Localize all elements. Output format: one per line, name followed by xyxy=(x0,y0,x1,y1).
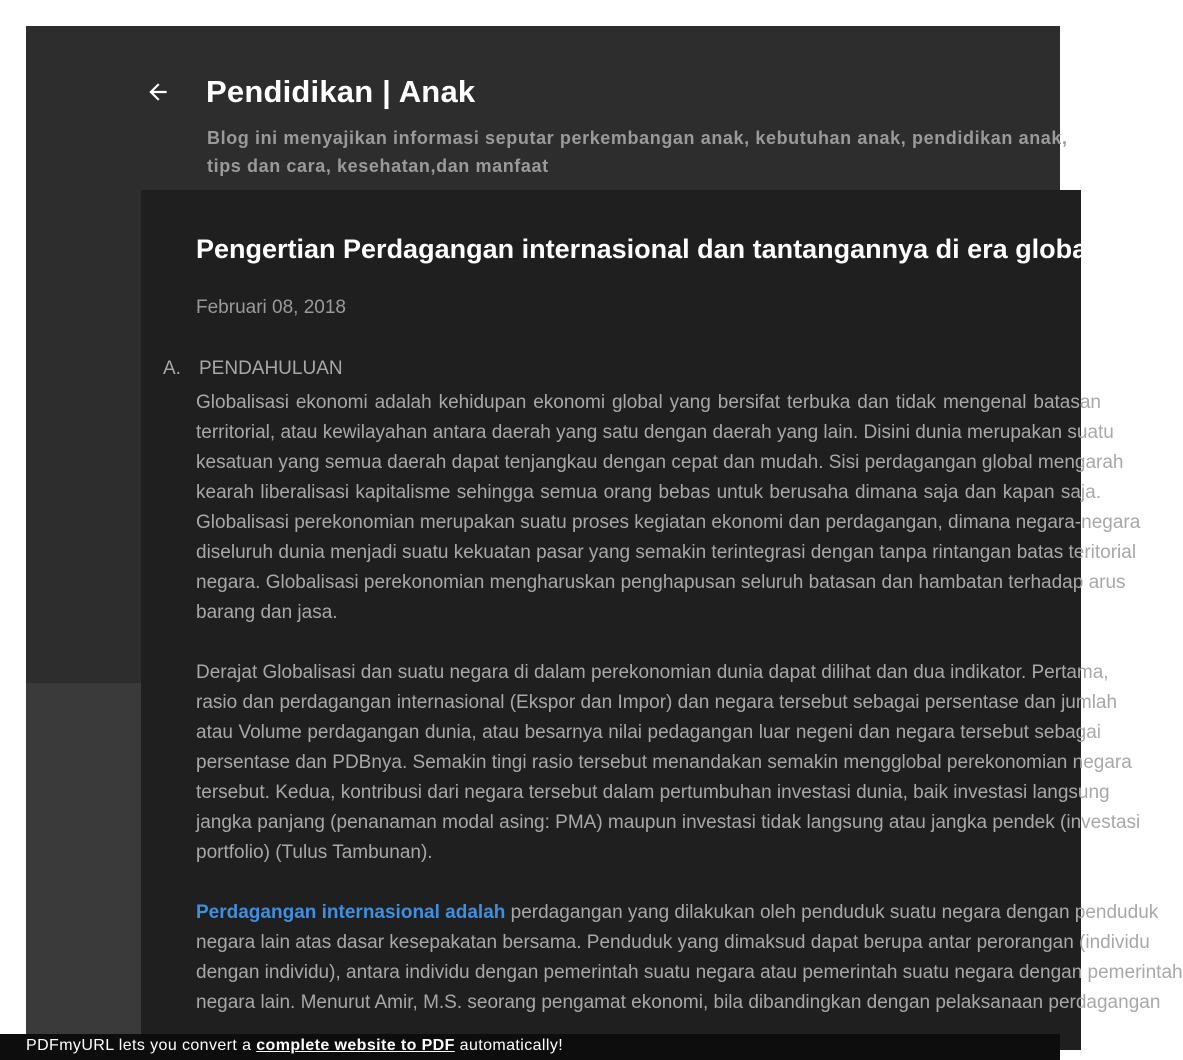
section-number: A. xyxy=(163,358,181,379)
paragraph-line: territorial, atau kewilayahan antara daerah yang satu dengan daerah yang lain. Disini dunia merupakan suatu xyxy=(196,422,1114,443)
paragraph-line: dengan individu), antara individu dengan pemerintah suatu negara atau pemerintah suatu negara dengan pemerintah xyxy=(196,962,1183,983)
blog-description-line: tips dan cara, kesehatan,dan manfaat xyxy=(207,156,549,176)
paragraph-line: Globalisasi ekonomi adalah kehidupan ekonomi global yang bersifat terbuka dan tidak mengenal batasan xyxy=(196,392,1101,413)
blog-description xyxy=(207,124,1087,180)
paragraph-line: Derajat Globalisasi dan suatu negara di dalam perekonomian dunia dapat dilihat dan dua indikator. Pertama, xyxy=(196,662,1109,683)
blog-description-line: Blog ini menyajikan informasi seputar perkembangan anak, kebutuhan anak, pendidikan anak, xyxy=(207,128,1068,148)
post-title: Pengertian Perdagangan internasional dan tantangannya di era globalisasi xyxy=(196,234,1155,264)
paragraph-2 xyxy=(196,658,1141,868)
paragraph-1 xyxy=(196,388,1141,628)
paragraph-line xyxy=(196,898,1159,928)
section-title: PENDAHULUAN xyxy=(199,358,343,379)
paragraph-line: kesatuan yang semua daerah dapat tenjangkau dengan cepat dan mudah. Sisi perdagangan global mengarah xyxy=(196,452,1124,473)
paragraph-line: diseluruh dunia menjadi suatu kekuatan pasar yang semakin terintegrasi dengan tanpa rintangan batas teritorial xyxy=(196,542,1137,563)
pdfmyurl-footer xyxy=(0,1034,1060,1060)
post-date[interactable]: Februari 08, 2018 xyxy=(196,297,346,318)
paragraph-line: negara lain. Menurut Amir, M.S. seorang pengamat ekonomi, bila dibandingkan dengan pelaksanaan perdagangan xyxy=(196,992,1161,1013)
post-card xyxy=(141,190,1183,1050)
paragraph-3 xyxy=(196,898,1183,1018)
section-heading xyxy=(163,358,343,380)
paragraph-line: portfolio) (Tulus Tambunan). xyxy=(196,842,433,863)
paragraph-line: persentase dan PDBnya. Semakin tingi rasio tersebut menandakan semakin mengglobal perekonomian negara xyxy=(196,752,1132,773)
footer-link[interactable]: complete website to PDF xyxy=(256,1037,455,1054)
blog-title[interactable]: Pendidikan | Anak xyxy=(206,74,476,109)
paragraph-line: negara. Globalisasi perekonomian mengharuskan penghapusan seluruh batasan dan hambatan terhadap arus xyxy=(196,572,1126,593)
paragraph-line: rasio dan perdagangan internasional (Ekspor dan Impor) dan negara tersebut sebagai persentase dan jumlah xyxy=(196,692,1118,713)
footer-suffix: automatically! xyxy=(454,1037,564,1054)
blog-page xyxy=(26,26,1183,1034)
arrow-back-icon xyxy=(145,79,171,105)
paragraph-line: jangka panjang (penanaman modal asing: PMA) maupun investasi tidak langsung atau jangka pendek (investasi xyxy=(196,812,1141,833)
paragraph-line: barang dan jasa. xyxy=(196,602,338,623)
definition-link[interactable]: Perdagangan internasional adalah xyxy=(196,902,506,923)
paragraph-line: negara lain atas dasar kesepakatan bersama. Penduduk yang dimaksud dapat berupa antar perorangan (individu xyxy=(196,932,1150,953)
paragraph-line: kearah liberalisasi kapitalisme sehingga semua orang bebas untuk berusaha dimana saja dan kapan saja. xyxy=(196,482,1101,503)
footer-prefix: PDFmyURL lets you convert a xyxy=(26,1037,257,1054)
paragraph-line: atau Volume perdagangan dunia, atau besarnya nilai pedagangan luar negeni dan negara tersebut sebagai xyxy=(196,722,1101,743)
paragraph-line: Globalisasi perekonomian merupakan suatu proses kegiatan ekonomi dan perdagangan, dimana negara-negara xyxy=(196,512,1141,533)
paragraph-line-rest: perdagangan yang dilakukan oleh penduduk suatu negara dengan penduduk xyxy=(510,902,1159,923)
back-button[interactable] xyxy=(142,76,174,108)
paragraph-line: tersebut. Kedua, kontribusi dari negara tersebut dalam pertumbuhan investasi dunia, baik investasi langsung xyxy=(196,782,1110,803)
